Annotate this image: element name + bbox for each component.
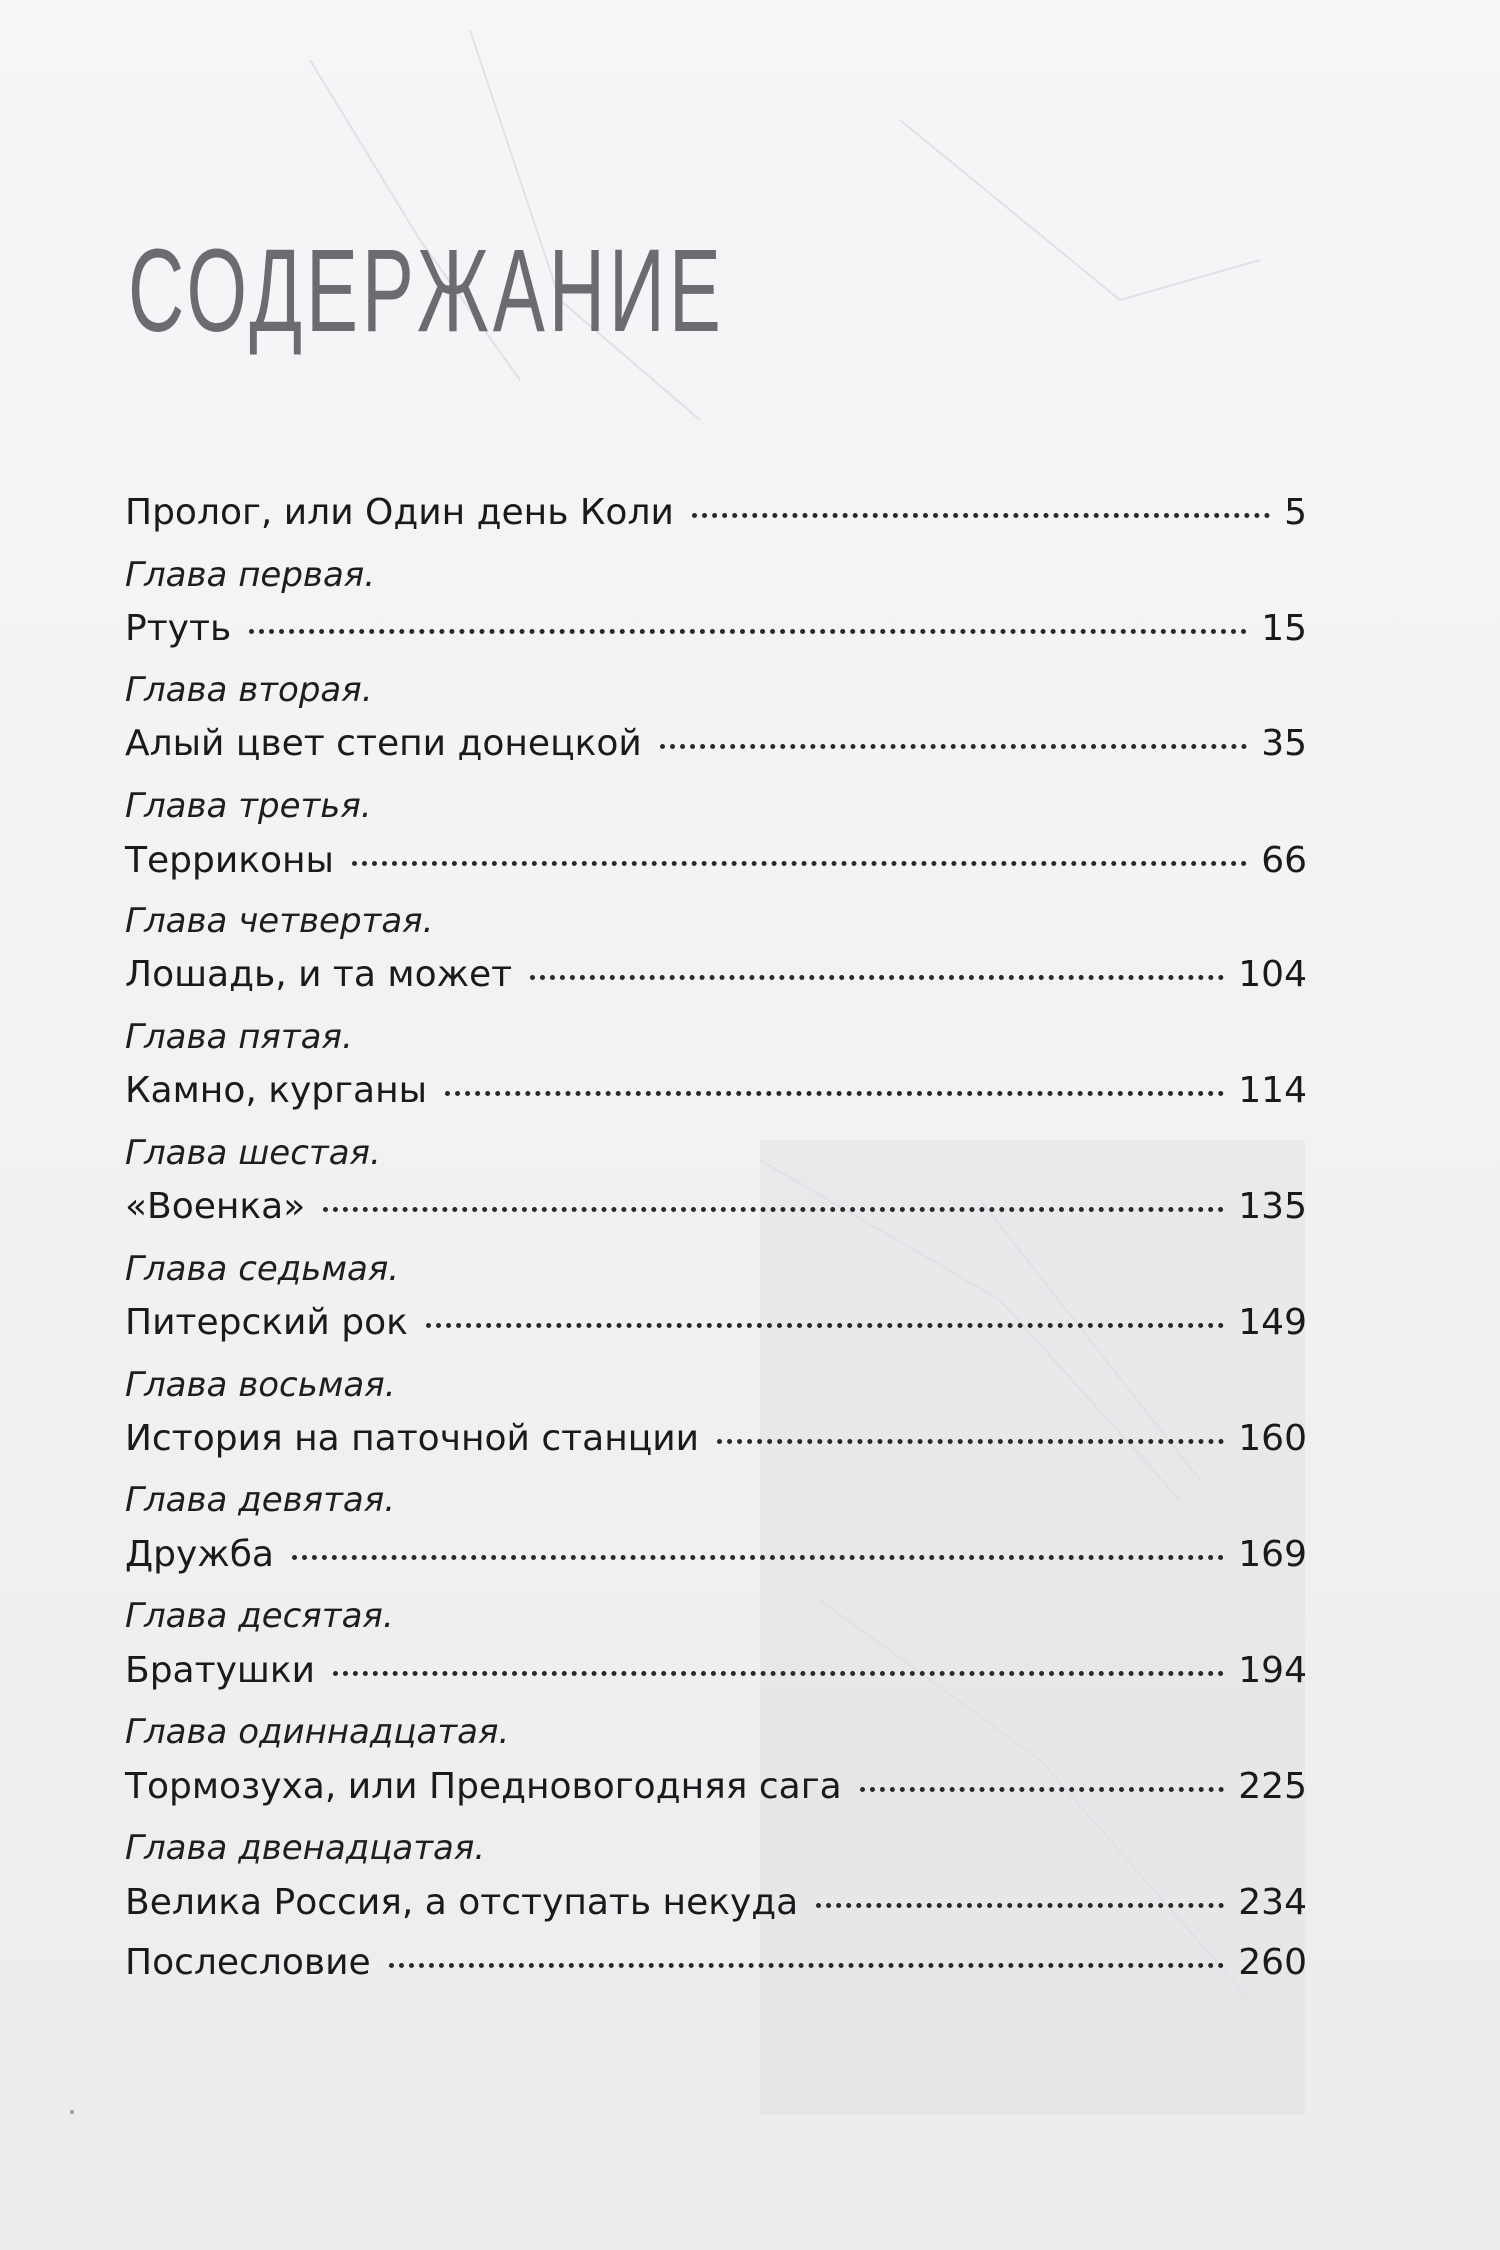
toc-entry-title: История на паточной станции xyxy=(125,1418,700,1459)
toc-entry-title: Дружба xyxy=(125,1534,274,1575)
dot-leader xyxy=(249,629,1247,634)
toc-entry-title: Братушки xyxy=(125,1650,315,1691)
chapter-label: Глава первая. xyxy=(125,555,376,595)
toc-entry-title: Лошадь, и та может xyxy=(125,954,513,995)
chapter-label: Глава двенадцатая. xyxy=(125,1828,486,1868)
chapter-label: Глава седьмая. xyxy=(125,1249,400,1289)
toc-entry[interactable] xyxy=(125,492,1307,542)
toc-entry-page: 5 xyxy=(1284,492,1307,533)
chapter-label: Глава девятая. xyxy=(125,1480,396,1520)
toc-entry[interactable] xyxy=(125,1070,1307,1120)
chapter-label: Глава одиннадцатая. xyxy=(125,1712,510,1752)
toc-entry-title: Терриконы xyxy=(125,840,334,881)
toc-entry-title: Ртуть xyxy=(125,608,232,649)
toc-entry-page: 169 xyxy=(1238,1534,1307,1575)
toc-entry-page: 104 xyxy=(1238,954,1307,995)
toc-entry[interactable] xyxy=(125,1650,1307,1700)
toc-entry[interactable] xyxy=(125,1942,1307,1992)
toc-entry[interactable] xyxy=(125,608,1307,658)
toc-entry-title: «Военка» xyxy=(125,1186,306,1227)
chapter-label: Глава пятая. xyxy=(125,1017,353,1057)
toc-entry[interactable] xyxy=(125,1766,1307,1816)
toc-entry-title: Питерский рок xyxy=(125,1302,408,1343)
toc-entry-page: 15 xyxy=(1261,608,1307,649)
toc-entry-page: 234 xyxy=(1238,1882,1307,1923)
toc-entry-page: 194 xyxy=(1238,1650,1307,1691)
chapter-label: Глава десятая. xyxy=(125,1596,394,1636)
toc-entry[interactable] xyxy=(125,1186,1307,1236)
dot-leader xyxy=(323,1207,1224,1212)
toc-entry-title: Велика Россия, а отступать некуда xyxy=(125,1882,799,1923)
toc-entry-title: Камно, курганы xyxy=(125,1070,428,1111)
dot-leader xyxy=(292,1555,1224,1560)
page-title: СОДЕРЖАНИЕ xyxy=(128,225,725,357)
toc-entry-page: 135 xyxy=(1238,1186,1307,1227)
chapter-label: Глава третья. xyxy=(125,786,372,826)
toc-entry-page: 149 xyxy=(1238,1302,1307,1343)
dot-leader xyxy=(660,744,1247,749)
toc-entry-title: Алый цвет степи донецкой xyxy=(125,723,642,764)
toc-entry[interactable] xyxy=(125,840,1307,890)
toc-entry-page: 260 xyxy=(1238,1942,1307,1983)
toc-entry-page: 66 xyxy=(1261,840,1307,881)
dot-leader xyxy=(352,861,1247,866)
chapter-label: Глава шестая. xyxy=(125,1133,381,1173)
dot-leader xyxy=(717,1439,1224,1444)
toc-entry-title: Тормозуха, или Предновогодняя сага xyxy=(125,1766,842,1807)
toc-entry[interactable] xyxy=(125,1534,1307,1584)
dot-leader xyxy=(530,975,1224,980)
toc-entry-page: 114 xyxy=(1238,1070,1307,1111)
toc-entry-page: 160 xyxy=(1238,1418,1307,1459)
dot-leader xyxy=(692,513,1270,518)
toc-entry-page: 35 xyxy=(1261,723,1307,764)
chapter-label: Глава вторая. xyxy=(125,670,373,710)
toc-entry[interactable] xyxy=(125,723,1307,773)
dot-leader xyxy=(389,1963,1225,1968)
dot-leader xyxy=(816,1903,1224,1908)
dot-leader xyxy=(445,1091,1224,1096)
toc-entry-title: Пролог, или Один день Коли xyxy=(125,492,674,533)
toc-entry[interactable] xyxy=(125,1882,1307,1932)
dot-leader xyxy=(426,1323,1224,1328)
chapter-label: Глава четвертая. xyxy=(125,901,434,941)
toc-entry[interactable] xyxy=(125,1418,1307,1468)
dot-leader xyxy=(333,1671,1224,1676)
paper-speck xyxy=(70,2110,74,2114)
chapter-label: Глава восьмая. xyxy=(125,1365,396,1405)
toc-entry-title: Послесловие xyxy=(125,1942,371,1983)
dot-leader xyxy=(860,1787,1225,1792)
toc-entry-page: 225 xyxy=(1238,1766,1307,1807)
toc-entry[interactable] xyxy=(125,954,1307,1004)
toc-entry[interactable] xyxy=(125,1302,1307,1352)
